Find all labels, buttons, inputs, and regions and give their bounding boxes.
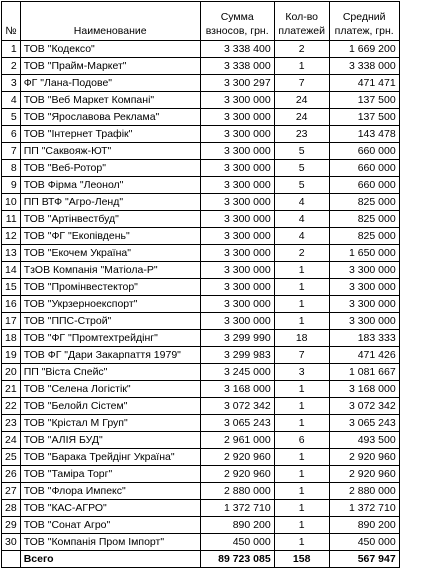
row-name: ТОВ "Барака Трейдінг Україна" (20, 449, 200, 466)
row-num: 28 (2, 500, 21, 517)
total-label: Всего (20, 551, 200, 568)
row-count: 1 (274, 483, 329, 500)
row-num: 9 (2, 177, 21, 194)
row-avg: 3 168 000 (329, 381, 399, 398)
row-num: 1 (2, 41, 21, 58)
row-num: 25 (2, 449, 21, 466)
table-row (2, 262, 400, 279)
row-sum: 3 065 243 (200, 415, 274, 432)
row-num: 6 (2, 126, 21, 143)
row-num: 29 (2, 517, 21, 534)
row-num: 21 (2, 381, 21, 398)
table-row (2, 228, 400, 245)
row-avg: 183 333 (329, 330, 399, 347)
row-sum: 3 300 000 (200, 245, 274, 262)
row-avg: 1 650 000 (329, 245, 399, 262)
total-avg: 567 947 (329, 551, 399, 568)
row-sum: 3 300 297 (200, 75, 274, 92)
row-name: ТОВ "Сонат Агро" (20, 517, 200, 534)
row-sum: 3 338 400 (200, 41, 274, 58)
row-sum: 3 300 000 (200, 143, 274, 160)
row-sum: 3 300 000 (200, 177, 274, 194)
row-avg: 137 500 (329, 109, 399, 126)
total-count: 158 (274, 551, 329, 568)
row-name: ТОВ ФГ "Дари Закарпаття 1979" (20, 347, 200, 364)
row-count: 2 (274, 41, 329, 58)
row-avg: 3 300 000 (329, 313, 399, 330)
row-sum: 3 300 000 (200, 211, 274, 228)
row-avg: 1 081 667 (329, 364, 399, 381)
row-count: 1 (274, 534, 329, 551)
table-row (2, 500, 400, 517)
table-row (2, 126, 400, 143)
row-count: 24 (274, 92, 329, 109)
row-name: ТОВ "Укрзерноекспорт" (20, 296, 200, 313)
row-sum: 3 300 000 (200, 296, 274, 313)
row-avg: 1 372 710 (329, 500, 399, 517)
row-name: ТОВ "Інтернет Трафік" (20, 126, 200, 143)
row-sum: 3 300 000 (200, 126, 274, 143)
row-sum: 1 372 710 (200, 500, 274, 517)
row-avg: 143 478 (329, 126, 399, 143)
row-num: 2 (2, 58, 21, 75)
row-name: ТОВ "Ярославова Реклама" (20, 109, 200, 126)
table-row (2, 313, 400, 330)
row-num: 3 (2, 75, 21, 92)
row-count: 7 (274, 347, 329, 364)
row-num: 12 (2, 228, 21, 245)
row-name: ТОВ "Белойл Сістем" (20, 398, 200, 415)
table-row (2, 517, 400, 534)
table-row (2, 143, 400, 160)
row-name: ТОВ "ППС-Строй" (20, 313, 200, 330)
row-name: ТОВ "Прайм-Маркет" (20, 58, 200, 75)
row-avg: 3 300 000 (329, 296, 399, 313)
row-name: ПП "Віста Спейс" (20, 364, 200, 381)
header-name: Наименование (20, 2, 200, 41)
row-avg: 471 471 (329, 75, 399, 92)
row-sum: 3 245 000 (200, 364, 274, 381)
row-avg: 1 669 200 (329, 41, 399, 58)
row-num: 30 (2, 534, 21, 551)
payments-table-container (1, 1, 400, 568)
row-count: 23 (274, 126, 329, 143)
payments-table (1, 1, 400, 568)
row-num: 7 (2, 143, 21, 160)
table-row (2, 279, 400, 296)
row-avg: 660 000 (329, 143, 399, 160)
row-count: 5 (274, 177, 329, 194)
row-name: ТОВ "Флора Импекс" (20, 483, 200, 500)
row-sum: 2 920 960 (200, 466, 274, 483)
row-sum: 3 300 000 (200, 92, 274, 109)
row-num: 24 (2, 432, 21, 449)
row-num: 19 (2, 347, 21, 364)
table-row (2, 483, 400, 500)
row-name: ТОВ "Компанія Пром Імпорт" (20, 534, 200, 551)
row-sum: 3 299 990 (200, 330, 274, 347)
header-row (2, 2, 400, 41)
row-name: ТОВ "Селена Логістік" (20, 381, 200, 398)
row-num: 27 (2, 483, 21, 500)
row-avg: 2 920 960 (329, 449, 399, 466)
table-row (2, 75, 400, 92)
table-row (2, 160, 400, 177)
table-row (2, 398, 400, 415)
row-count: 1 (274, 58, 329, 75)
table-row (2, 194, 400, 211)
row-sum: 3 338 000 (200, 58, 274, 75)
row-avg: 3 338 000 (329, 58, 399, 75)
row-name: ТОВ "АЛІЯ БУД" (20, 432, 200, 449)
row-avg: 3 300 000 (329, 262, 399, 279)
row-num: 16 (2, 296, 21, 313)
row-sum: 3 168 000 (200, 381, 274, 398)
row-num: 11 (2, 211, 21, 228)
row-avg: 660 000 (329, 177, 399, 194)
row-name: ТОВ "ФГ "Екопівдень" (20, 228, 200, 245)
row-count: 1 (274, 262, 329, 279)
table-row (2, 415, 400, 432)
row-num: 26 (2, 466, 21, 483)
row-sum: 3 300 000 (200, 109, 274, 126)
table-row (2, 534, 400, 551)
row-avg: 450 000 (329, 534, 399, 551)
header-sum: Сумма взносов, грн. (200, 2, 274, 41)
row-avg: 825 000 (329, 228, 399, 245)
row-count: 1 (274, 449, 329, 466)
table-row (2, 58, 400, 75)
row-count: 1 (274, 296, 329, 313)
row-count: 7 (274, 75, 329, 92)
row-sum: 3 072 342 (200, 398, 274, 415)
row-name: ФГ "Лана-Подове" (20, 75, 200, 92)
table-row (2, 92, 400, 109)
row-count: 6 (274, 432, 329, 449)
row-sum: 890 200 (200, 517, 274, 534)
row-sum: 3 300 000 (200, 160, 274, 177)
row-name: ТОВ "ФГ "Промтехтрейдінг" (20, 330, 200, 347)
table-row (2, 211, 400, 228)
row-count: 1 (274, 466, 329, 483)
row-sum: 3 300 000 (200, 313, 274, 330)
row-name: ТОВ "Таміра Торг" (20, 466, 200, 483)
row-avg: 137 500 (329, 92, 399, 109)
row-count: 1 (274, 279, 329, 296)
row-avg: 3 065 243 (329, 415, 399, 432)
row-num: 14 (2, 262, 21, 279)
table-row (2, 296, 400, 313)
row-count: 18 (274, 330, 329, 347)
table-row (2, 245, 400, 262)
row-count: 3 (274, 364, 329, 381)
row-sum: 3 299 983 (200, 347, 274, 364)
row-num: 8 (2, 160, 21, 177)
row-num: 20 (2, 364, 21, 381)
row-sum: 450 000 (200, 534, 274, 551)
row-avg: 660 000 (329, 160, 399, 177)
row-avg: 2 880 000 (329, 483, 399, 500)
table-row (2, 432, 400, 449)
table-row (2, 347, 400, 364)
row-count: 4 (274, 194, 329, 211)
row-name: ТОВ "Крістал М Груп" (20, 415, 200, 432)
row-sum: 2 961 000 (200, 432, 274, 449)
total-sum: 89 723 085 (200, 551, 274, 568)
row-name: ПП ВТФ "Агро-Ленд" (20, 194, 200, 211)
row-avg: 3 072 342 (329, 398, 399, 415)
row-avg: 825 000 (329, 194, 399, 211)
row-count: 1 (274, 500, 329, 517)
row-num: 10 (2, 194, 21, 211)
row-avg: 2 920 960 (329, 466, 399, 483)
table-row (2, 364, 400, 381)
table-row (2, 466, 400, 483)
row-num: 15 (2, 279, 21, 296)
row-sum: 3 300 000 (200, 228, 274, 245)
row-avg: 890 200 (329, 517, 399, 534)
row-num: 5 (2, 109, 21, 126)
row-name: ТОВ "Веб Маркет Компані" (20, 92, 200, 109)
table-row (2, 177, 400, 194)
row-count: 5 (274, 143, 329, 160)
row-num: 22 (2, 398, 21, 415)
row-count: 1 (274, 313, 329, 330)
row-name: ТОВ "Екочем Україна" (20, 245, 200, 262)
row-sum: 3 300 000 (200, 279, 274, 296)
row-num: 18 (2, 330, 21, 347)
row-avg: 493 500 (329, 432, 399, 449)
table-row (2, 381, 400, 398)
row-sum: 3 300 000 (200, 194, 274, 211)
row-sum: 2 920 960 (200, 449, 274, 466)
row-num: 13 (2, 245, 21, 262)
row-count: 1 (274, 381, 329, 398)
row-avg: 825 000 (329, 211, 399, 228)
table-row (2, 109, 400, 126)
header-num: № (2, 2, 21, 41)
header-count: Кол-во платежей (274, 2, 329, 41)
row-num: 23 (2, 415, 21, 432)
row-name: ТзОВ Компанія "Матіола-Р" (20, 262, 200, 279)
row-sum: 3 300 000 (200, 262, 274, 279)
row-count: 2 (274, 245, 329, 262)
row-name: ТОВ "КАС-АГРО" (20, 500, 200, 517)
row-sum: 2 880 000 (200, 483, 274, 500)
row-count: 24 (274, 109, 329, 126)
row-num: 17 (2, 313, 21, 330)
row-name: ТОВ "Веб-Ротор" (20, 160, 200, 177)
row-name: ТОВ "Артінвестбуд" (20, 211, 200, 228)
row-count: 4 (274, 211, 329, 228)
row-count: 4 (274, 228, 329, 245)
row-count: 1 (274, 398, 329, 415)
row-count: 1 (274, 517, 329, 534)
row-name: ТОВ "Кодексо" (20, 41, 200, 58)
row-count: 5 (274, 160, 329, 177)
table-row (2, 330, 400, 347)
table-row (2, 41, 400, 58)
row-name: ТОВ Фірма "Леонол" (20, 177, 200, 194)
table-row (2, 449, 400, 466)
row-avg: 471 426 (329, 347, 399, 364)
row-num: 4 (2, 92, 21, 109)
row-name: ТОВ "Промінвестектор" (20, 279, 200, 296)
row-name: ПП "Саквояж-ЮТ" (20, 143, 200, 160)
header-avg: Средний платеж, грн. (329, 2, 399, 41)
row-count: 1 (274, 415, 329, 432)
row-avg: 3 300 000 (329, 279, 399, 296)
